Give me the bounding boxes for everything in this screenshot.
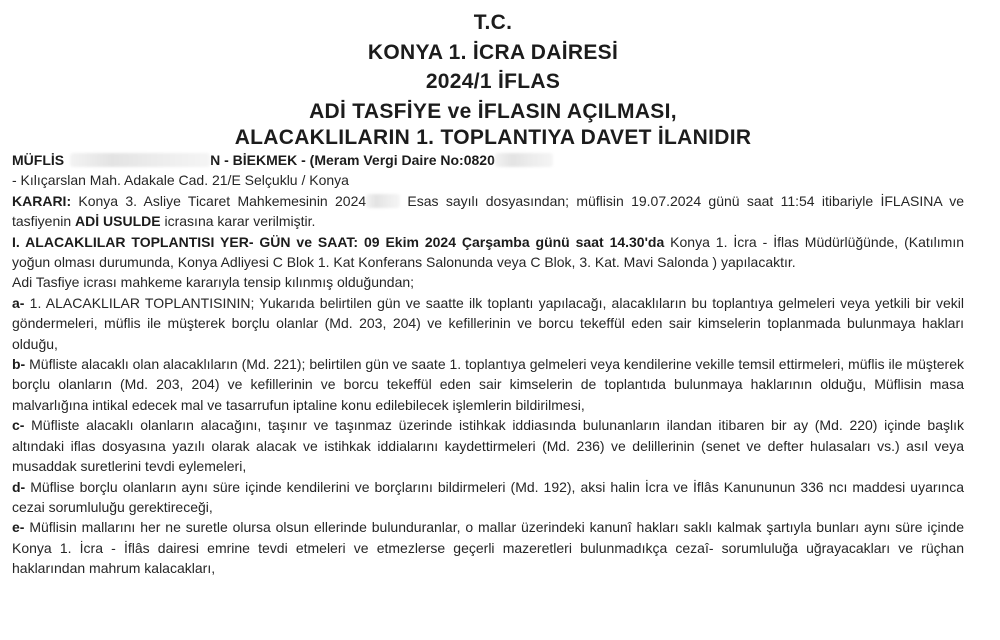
header-line-announcement: ALACAKLILARIN 1. TOPLANTIYA DAVET İLANIDIR — [234, 126, 752, 149]
redacted-tax-number — [495, 153, 553, 167]
item-b-label: b- — [12, 356, 26, 373]
item-b — [12, 354, 964, 415]
item-a-text: 1. ALACAKLILAR TOPLANTISININ; Yukarıda belirtilen gün ve saatte ilk toplantı yapılacağı, alacaklıların bu toplantıya gelmeleri veya yetkili bir vekil göndermeleri, müflis ile müşterek borçlu olanlar (Md. 203, 204) ve kefillerinin ve borcu tekeffül eden sair kimselerin toplanmada bulunmaya hakları olduğu, — [12, 294, 964, 352]
item-a-label: a- — [12, 294, 25, 311]
toplanti-paragraph — [12, 232, 964, 273]
karar-label: KARARI: — [12, 192, 72, 209]
item-c-label: c- — [12, 417, 25, 434]
redacted-case-number — [366, 194, 400, 208]
header-line-court: KONYA 1. İCRA DAİRESİ — [367, 40, 619, 64]
item-e — [12, 517, 964, 578]
intro-line: Adi Tasfiye icrası mahkeme kararıyla tensip kılınmış olduğundan; — [12, 274, 415, 291]
mufilis-line — [12, 150, 964, 170]
item-d-text: Müflise borçlu olanların aynı süre içinde kendilerini ve borçlarını bildirmeleri (Md. 192), aksi halin İcra ve İflâs Kanununun 336 ncı maddesi uyarınca cezai sorumluluğu gerektireceği, — [12, 478, 964, 515]
item-c-text: Müfliste alacaklı olanların alacağını, taşınır ve taşınmaz üzerinde istihkak iddiasında bulunanların ilandan itibaren bir ay (Md. 220) içinde başlık altındaki iflas dosyasına yazılı olarak alacak ve istihkak iddialarını kaydettirmeleri (Md. 236) ve delillerinin (senet ve defter hulasaları vs.) asıl veya musaddak suretlerini tevdi eylemeleri, — [12, 417, 964, 475]
mufilis-name-suffix: N - BİEKMEK - (Meram Vergi Daire No:0820 — [210, 152, 495, 168]
mufilis-label: MÜFLİS — [12, 152, 65, 168]
karar-text-1: Konya 3. Asliye Ticaret Mahkemesinin 2024 — [78, 192, 367, 209]
karar-text-3: icrasına karar verilmiştir. — [160, 213, 316, 230]
item-e-text: Müflisin mallarını her ne suretle olursa olsun ellerinde bulunduranlar, o mallar üzerindeki kanunî hakları saklı kalmak şartıyla bunları aynı süre içinde Konya 1. İcra - İflâs dairesi emrine tevdi etmeleri ve etmezlerse geçerli mazeretleri bulunmadıkça cezaî- sorumluluğa uğrayacakları ve rüçhan haklarından mahrum kalacakları, — [12, 519, 964, 577]
item-d — [12, 477, 964, 518]
karar-text-2: Esas sayılı dosyasından; müflisin 19.07.2024 günü saat 11:54 itibariyle İFLASINA ve tasfiyenin — [12, 192, 965, 230]
header-line-subject: ADİ TASFİYE ve İFLASIN AÇILMASI, — [309, 99, 677, 123]
document — [12, 0, 964, 579]
karar-paragraph — [12, 191, 964, 232]
item-d-label: d- — [12, 478, 26, 495]
announcement-header — [22, 0, 964, 150]
item-e-label: e- — [12, 519, 25, 536]
announcement-body — [12, 150, 964, 579]
karar-bold: ADİ USULDE — [75, 213, 161, 230]
item-c — [12, 415, 964, 476]
header-line-case-number: 2024/1 İFLAS — [425, 70, 561, 93]
toplanti-text: Konya 1. İcra - İflas Müdürlüğünde, (Katılımın yoğun olması durumunda, Konya Adliyesi C Blok 1. Kat Konferans Salonunda veya C Blok, 3. Kat. Mavi Salonda ) yapılacaktır. — [12, 233, 964, 271]
header-line-tc: T.C. — [473, 11, 513, 34]
item-b-text: Müfliste alacaklı olan alacaklıların (Md. 221); belirtilen gün ve saate 1. toplantıya gelmeleri veya kendilerine vekille temsil ettirmeleri, müflis ile müşterek borçlu olanların (Md. 203, 204) ve kefillerinin ve borcu tekeffül eden sair kimselerin de toplantıda bulunmaya haklarının olduğu, Müflisin masa malvarlığına intikal edecek mal ve tasarrufun iptaline konu edilebilecek işlemlerin bildirilmesi, — [12, 356, 964, 413]
mufilis-address: - Kılıçarslan Mah. Adakale Cad. 21/E Selçuklu / Konya — [12, 172, 349, 189]
item-a — [12, 293, 964, 354]
redacted-name — [70, 153, 210, 167]
toplanti-bold: I. ALACAKLILAR TOPLANTISI YER- GÜN ve SAAT: 09 Ekim 2024 Çarşamba günü saat 14.30'da — [12, 233, 665, 250]
